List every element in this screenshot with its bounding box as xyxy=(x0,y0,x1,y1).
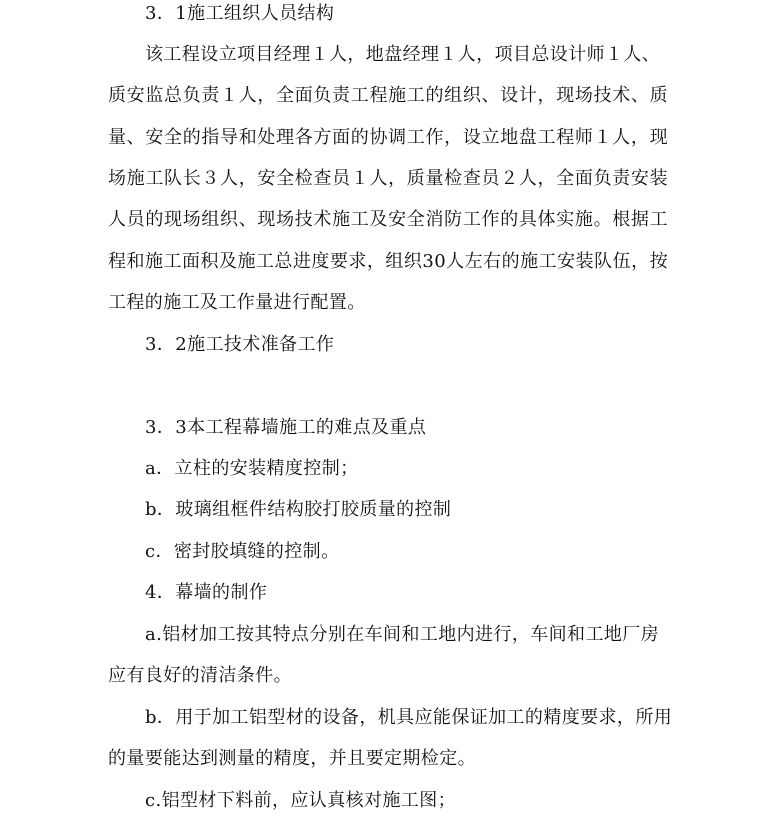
paragraph-line: 人员的现场组织、现场技术施工及安全消防工作的具体实施。根据工 xyxy=(108,209,668,230)
paragraph-line: 量、安全的指导和处理各方面的协调工作，设立地盘工程师１人，现 xyxy=(108,127,668,148)
paragraph-line: 应有良好的清洁条件。 xyxy=(108,665,292,686)
paragraph-line: 该工程设立项目经理１人，地盘经理１人，项目总设计师１人、 xyxy=(145,44,661,65)
list-item: a．立柱的安装精度控制； xyxy=(145,458,359,479)
section-4-item-c: c.铝型材下料前，应认真核对施工图； xyxy=(145,790,457,811)
section-3-1-heading: 3．1施工组织人员结构 xyxy=(145,3,335,24)
paragraph-line: 的量要能达到测量的精度，并且要定期检定。 xyxy=(108,748,476,769)
section-4-heading: 4．幕墙的制作 xyxy=(145,582,268,603)
paragraph-line: a.铝材加工按其特点分别在车间和工地内进行，车间和工地厂房 xyxy=(145,624,660,645)
section-3-2-heading: 3．2施工技术准备工作 xyxy=(145,334,335,355)
list-item: b．玻璃组框件结构胶打胶质量的控制 xyxy=(145,499,452,520)
paragraph-line: b．用于加工铝型材的设备，机具应能保证加工的精度要求，所用 xyxy=(145,707,673,728)
list-item: c．密封胶填缝的控制。 xyxy=(145,541,340,562)
section-3-3-heading: 3．3本工程幕墙施工的难点及重点 xyxy=(145,417,427,438)
paragraph-line: 质安监总负责１人，全面负责工程施工的组织、设计，现场技术、质 xyxy=(108,85,668,106)
paragraph-line: 场施工队长３人，安全检查员１人，质量检查员２人，全面负责安装 xyxy=(108,168,668,189)
paragraph-line: 程和施工面积及施工总进度要求，组织30人左右的施工安装队伍，按 xyxy=(108,251,668,272)
paragraph-line: 工程的施工及工作量进行配置。 xyxy=(108,292,366,313)
